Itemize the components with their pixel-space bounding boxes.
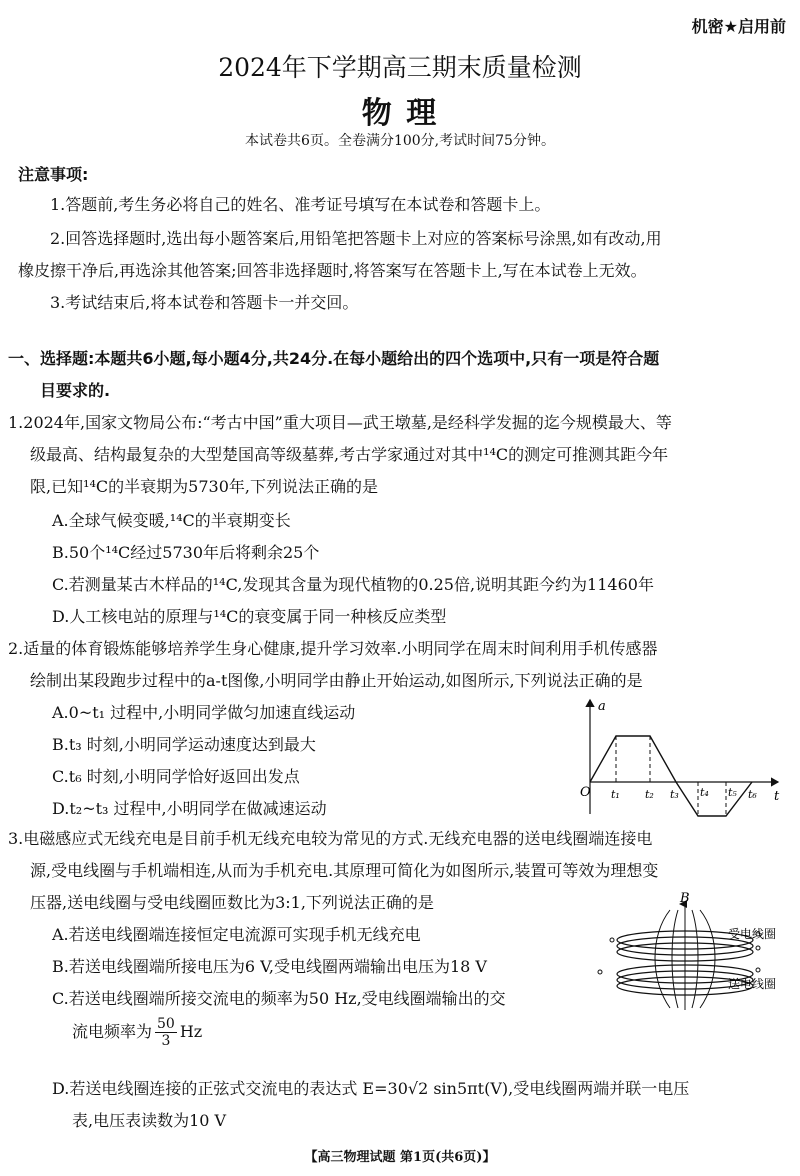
question-1-option-c: C.若测量某古木样品的¹⁴C,发现其含量为现代植物的0.25倍,说明其距今约为11460年: [52, 575, 654, 594]
notice-item: 2.回答选择题时,选出每小题答案后,用铅笔把答题卡上对应的答案标号涂黑,如有改动,用: [50, 229, 662, 248]
tick-t2: t₂: [645, 788, 654, 801]
question-2-option-c: C.t₆ 时刻,小明同学恰好返回出发点: [52, 767, 300, 786]
question-3-stem: 3.电磁感应式无线充电是目前手机无线充电较为常见的方式.无线充电器的送电线圈端连接电: [8, 829, 653, 848]
question-1-option-d: D.人工核电站的原理与¹⁴C的衰变属于同一种核反应类型: [52, 607, 447, 626]
section-heading: 一、选择题:本题共6小题,每小题4分,共24分.在每小题给出的四个选项中,只有一项是符合题: [8, 349, 660, 368]
question-3-option-c-cont: [72, 1016, 202, 1049]
fraction-numerator: 50: [157, 1016, 175, 1032]
tick-t1: t₁: [611, 788, 620, 801]
origin-label: O: [580, 785, 591, 800]
a-t-graph: [580, 692, 785, 822]
question-3-option-b: B.若送电线圈端所接电压为6 V,受电线圈两端输出电压为18 V: [52, 957, 487, 976]
exam-title: 2024年下学期高三期末质量检测: [218, 53, 582, 82]
tick-t6: t₆: [748, 788, 757, 801]
receive-coil-label: 受电线圈: [728, 927, 777, 941]
send-coil-label: 送电线圈: [728, 977, 777, 991]
question-2-stem: 绘制出某段跑步过程中的a-t图像,小明同学由静止开始运动,如图所示,下列说法正确的是: [30, 671, 643, 690]
tick-t4: t₄: [700, 786, 709, 799]
a-t-curve: [590, 736, 752, 816]
confidential-mark: 机密★启用前: [691, 17, 786, 36]
notice-item: 1.答题前,考生务必将自己的姓名、准考证号填写在本试卷和答题卡上。: [50, 195, 551, 214]
page-footer: 【高三物理试题 第1页(共6页)】: [304, 1150, 496, 1165]
question-1-stem: 级最高、结构最复杂的大型楚国高等级墓葬,考古学家通过对其中¹⁴C的测定可推测其距今年: [30, 445, 669, 464]
exam-info: 本试卷共6页。全卷满分100分,考试时间75分钟。: [245, 133, 555, 149]
question-3-option-d-cont: 表,电压表读数为10 V: [72, 1111, 227, 1130]
question-3-option-d: D.若送电线圈连接的正弦式交流电的表达式 E=30√2 sin5πt(V),受电线圈两端并联一电压: [52, 1079, 690, 1098]
field-label: B: [680, 891, 690, 906]
option-c-unit: Hz: [179, 1022, 203, 1041]
t-axis-label: t: [774, 789, 780, 804]
section-heading-cont: 目要求的.: [40, 381, 111, 400]
question-1-stem: 1.2024年,国家文物局公布:“考古中国”重大项目—武王墩墓,是经科学发掘的迄今规模最大、等: [8, 413, 672, 432]
question-3-stem: 压器,送电线圈与受电线圈匝数比为3:1,下列说法正确的是: [30, 893, 434, 912]
question-2-option-b: B.t₃ 时刻,小明同学运动速度达到最大: [52, 735, 316, 754]
option-c-text: 流电频率为: [72, 1022, 153, 1041]
notice-heading: 注意事项:: [18, 165, 89, 184]
question-1-option-a: A.全球气候变暖,¹⁴C的半衰期变长: [52, 511, 291, 530]
notice-item: 橡皮擦干净后,再选涂其他答案;回答非选择题时,将答案写在答题卡上,写在本试卷上无效。: [18, 261, 647, 280]
notice-item: 3.考试结束后,将本试卷和答题卡一并交回。: [50, 293, 359, 312]
question-2-option-a: A.0~t₁ 过程中,小明同学做匀加速直线运动: [52, 703, 356, 722]
question-1-option-b: B.50个¹⁴C经过5730年后将剩余25个: [52, 543, 320, 562]
tick-t3: t₃: [670, 788, 679, 801]
question-1-stem: 限,已知¹⁴C的半衰期为5730年,下列说法正确的是: [30, 477, 378, 496]
question-3-option-a: A.若送电线圈端连接恒定电流源可实现手机无线充电: [52, 925, 421, 944]
question-3-stem: 源,受电线圈与手机端相连,从而为手机充电.其原理可简化为如图所示,装置可等效为理想变: [30, 861, 659, 880]
subject-title: 物 理: [361, 96, 439, 131]
a-axis-label: a: [598, 699, 606, 714]
fraction-denominator: 3: [161, 1033, 171, 1049]
question-2-option-d: D.t₂~t₃ 过程中,小明同学在做减速运动: [52, 799, 327, 818]
coil-figure: [590, 890, 790, 1020]
tick-t5: t₅: [728, 786, 737, 799]
question-3-option-c: C.若送电线圈端所接交流电的频率为50 Hz,受电线圈端输出的交: [52, 989, 506, 1008]
question-2-stem: 2.适量的体育锻炼能够培养学生身心健康,提升学习效率.小明同学在周末时间利用手机传感器: [8, 639, 658, 658]
fraction: [155, 1016, 177, 1049]
